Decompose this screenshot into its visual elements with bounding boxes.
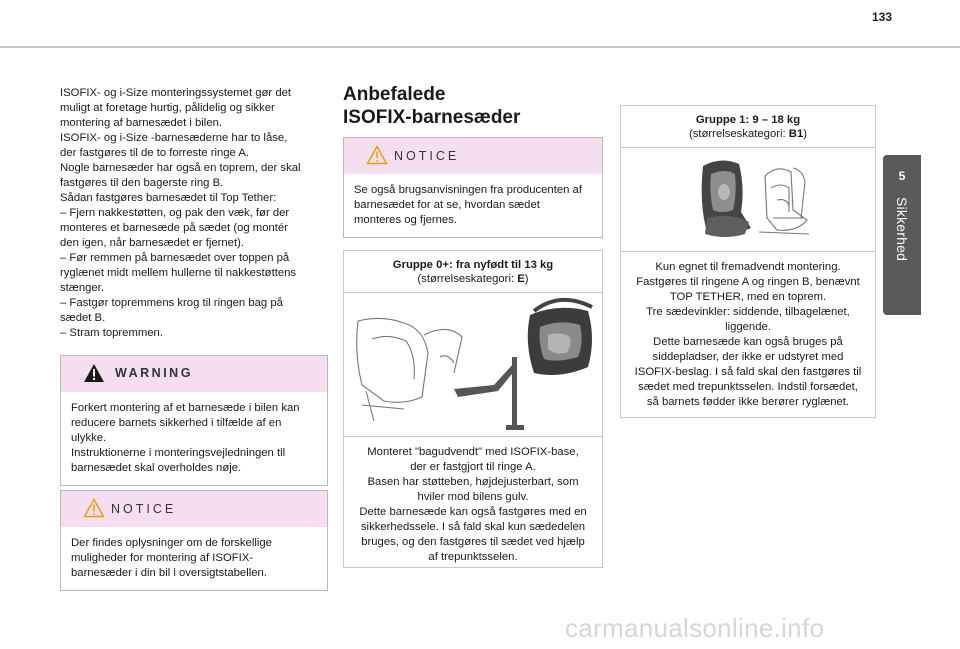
page-number: 133 <box>872 10 893 24</box>
group1-size <box>625 127 871 141</box>
intro-column <box>60 86 328 341</box>
notice-line: muligheder for montering af ISOFIX- <box>71 552 254 564</box>
warning-triangle-icon <box>83 363 105 383</box>
group0-line: af trepunktsselen. <box>428 551 518 563</box>
intro-line: – Før remmen på barnesædet over toppen på <box>60 252 290 264</box>
group0-size-code: E <box>517 273 525 285</box>
group0-name: Gruppe 0+: fra nyfødt til 13 kg <box>392 259 554 271</box>
section-title-line1: Anbefalede <box>343 84 446 105</box>
group0-header <box>344 251 602 292</box>
intro-line: – Fjern nakkestøtten, og pak den væk, før der <box>60 207 290 219</box>
warning-line: reducere barnets sikkerhed i tilfælde af en <box>71 417 282 429</box>
notice-triangle-icon <box>83 498 105 518</box>
group1-size-prefix: (størrelseskategori: <box>688 128 789 140</box>
group1-illustration <box>621 147 875 252</box>
chapter-tab[interactable] <box>883 155 921 315</box>
group0-line: Dette barnesæde kan også fastgøres med en <box>359 506 587 518</box>
intro-line: Nogle barnesæder har også en toprem, der skal <box>60 162 301 174</box>
warning-label: WARNING <box>115 366 193 380</box>
group0-line: Monteret "bagudvendt" med ISOFIX-base, <box>367 446 579 458</box>
notice-label: NOTICE <box>394 149 460 163</box>
intro-line: fastgøres til den bagerste ring B. <box>60 177 224 189</box>
intro-line: Sådan fastgøres barnesædet til Top Tether: <box>60 192 277 204</box>
intro-text <box>60 86 328 341</box>
group0-illustration <box>344 292 602 437</box>
group0-size <box>348 272 598 286</box>
group1-card <box>620 105 876 418</box>
group1-line: så barnets fødder ikke berører ryglænet. <box>646 396 850 408</box>
intro-line: den igen, når barnesædet er fjernet). <box>60 237 244 249</box>
intro-line: muligt at foretage hurtig, pålidelig og sikker <box>60 102 275 114</box>
warning-body <box>61 392 327 485</box>
intro-line: monteres et barnesæde på sædet (og montér <box>60 222 288 234</box>
chapter-title: Sikkerhed <box>894 197 910 262</box>
group0-line: sikkerhedssele. I så fald skal kun sædedelen <box>360 521 586 533</box>
intro-line: sædet B. <box>60 312 106 324</box>
group0-card <box>343 250 603 568</box>
group1-size-suffix: ) <box>803 128 808 140</box>
notice-line: barnesædet for at se, hvordan sædet <box>354 199 540 211</box>
chapter-number: 5 <box>898 169 906 183</box>
group1-line: Kun egnet til fremadvendt montering. <box>655 261 841 273</box>
group1-name: Gruppe 1: 9 – 18 kg <box>695 114 801 126</box>
group0-line: der er fastgjort til ringe A. <box>410 461 536 473</box>
child-seat-illustration <box>621 148 873 251</box>
group1-line: Dette barnesæde kan også bruges på <box>653 336 843 348</box>
infant-carrier-illustration <box>344 293 600 436</box>
group1-header <box>621 106 875 147</box>
intro-line: der fastgøres til de to forreste ringe A. <box>60 147 249 159</box>
group1-size-code: B1 <box>788 128 804 140</box>
watermark: carmanualsonline.info <box>565 613 825 643</box>
notice-line: barnesæder i din bil i oversigtstabellen. <box>71 567 267 579</box>
group1-line: Fastgøres til ringene A og ringen B, benævnt <box>636 276 860 288</box>
group0-description <box>344 437 602 571</box>
group0-line: bruges, og den fastgøres til sædet ved hjælp <box>361 536 585 548</box>
group0-size-prefix: (størrelseskategori: <box>417 273 518 285</box>
notice-box-left <box>60 490 328 591</box>
warning-header <box>61 356 327 392</box>
notice-line: monteres og fjernes. <box>354 214 457 226</box>
group1-line: sædet med trepunktsselen. Indstil forsædet, <box>638 381 858 393</box>
intro-line: montering af barnesædet i bilen. <box>60 117 223 129</box>
intro-line: ISOFIX- og i-Size -barnesæderne har to låse, <box>60 132 288 144</box>
group1-line: TOP TETHER, med en toprem. <box>669 291 827 303</box>
notice-body <box>61 527 327 590</box>
warning-line: barnesædet skal overholdes nøje. <box>71 462 242 474</box>
notice-header <box>61 491 327 527</box>
group0-size-suffix: ) <box>524 273 529 285</box>
warning-line: ulykke. <box>71 432 107 444</box>
intro-line: stænger. <box>60 282 104 294</box>
warning-line: Forkert montering af et barnesæde i bilen kan <box>71 402 300 414</box>
notice-triangle-icon <box>366 145 388 165</box>
section-heading <box>343 83 603 129</box>
notice-label: NOTICE <box>111 502 177 516</box>
notice-body <box>344 174 602 237</box>
group1-line: Tre sædevinkler: siddende, tilbagelænet, <box>646 306 850 318</box>
group1-line: siddepladser, der ikke er udstyret med <box>652 351 844 363</box>
top-divider <box>0 46 960 48</box>
intro-line: – Stram topremmen. <box>60 327 163 339</box>
notice-box-mid <box>343 137 603 238</box>
notice-header <box>344 138 602 174</box>
notice-line: Der findes oplysninger om de forskellige <box>71 537 272 549</box>
group1-line: ISOFIX-beslag. I så fald skal den fastgøres til <box>634 366 862 378</box>
warning-line: Instruktionerne i monteringsvejledningen til <box>71 447 286 459</box>
intro-line: ISOFIX- og i-Size monteringssystemet gør det <box>60 87 292 99</box>
group0-line: Basen har støtteben, højdejusterbart, som <box>367 476 579 488</box>
warning-box <box>60 355 328 486</box>
group0-line: hviler mod bilens gulv. <box>417 491 529 503</box>
group1-description <box>621 252 875 416</box>
group1-line: liggende. <box>725 321 771 333</box>
intro-line: ryglænet midt mellem hullerne til nakkestøttens <box>60 267 297 279</box>
section-title-line2: ISOFIX-barnesæder <box>343 107 521 128</box>
intro-line: – Fastgør topremmens krog til ringen bag på <box>60 297 283 309</box>
notice-line: Se også brugsanvisningen fra producenten af <box>354 184 582 196</box>
